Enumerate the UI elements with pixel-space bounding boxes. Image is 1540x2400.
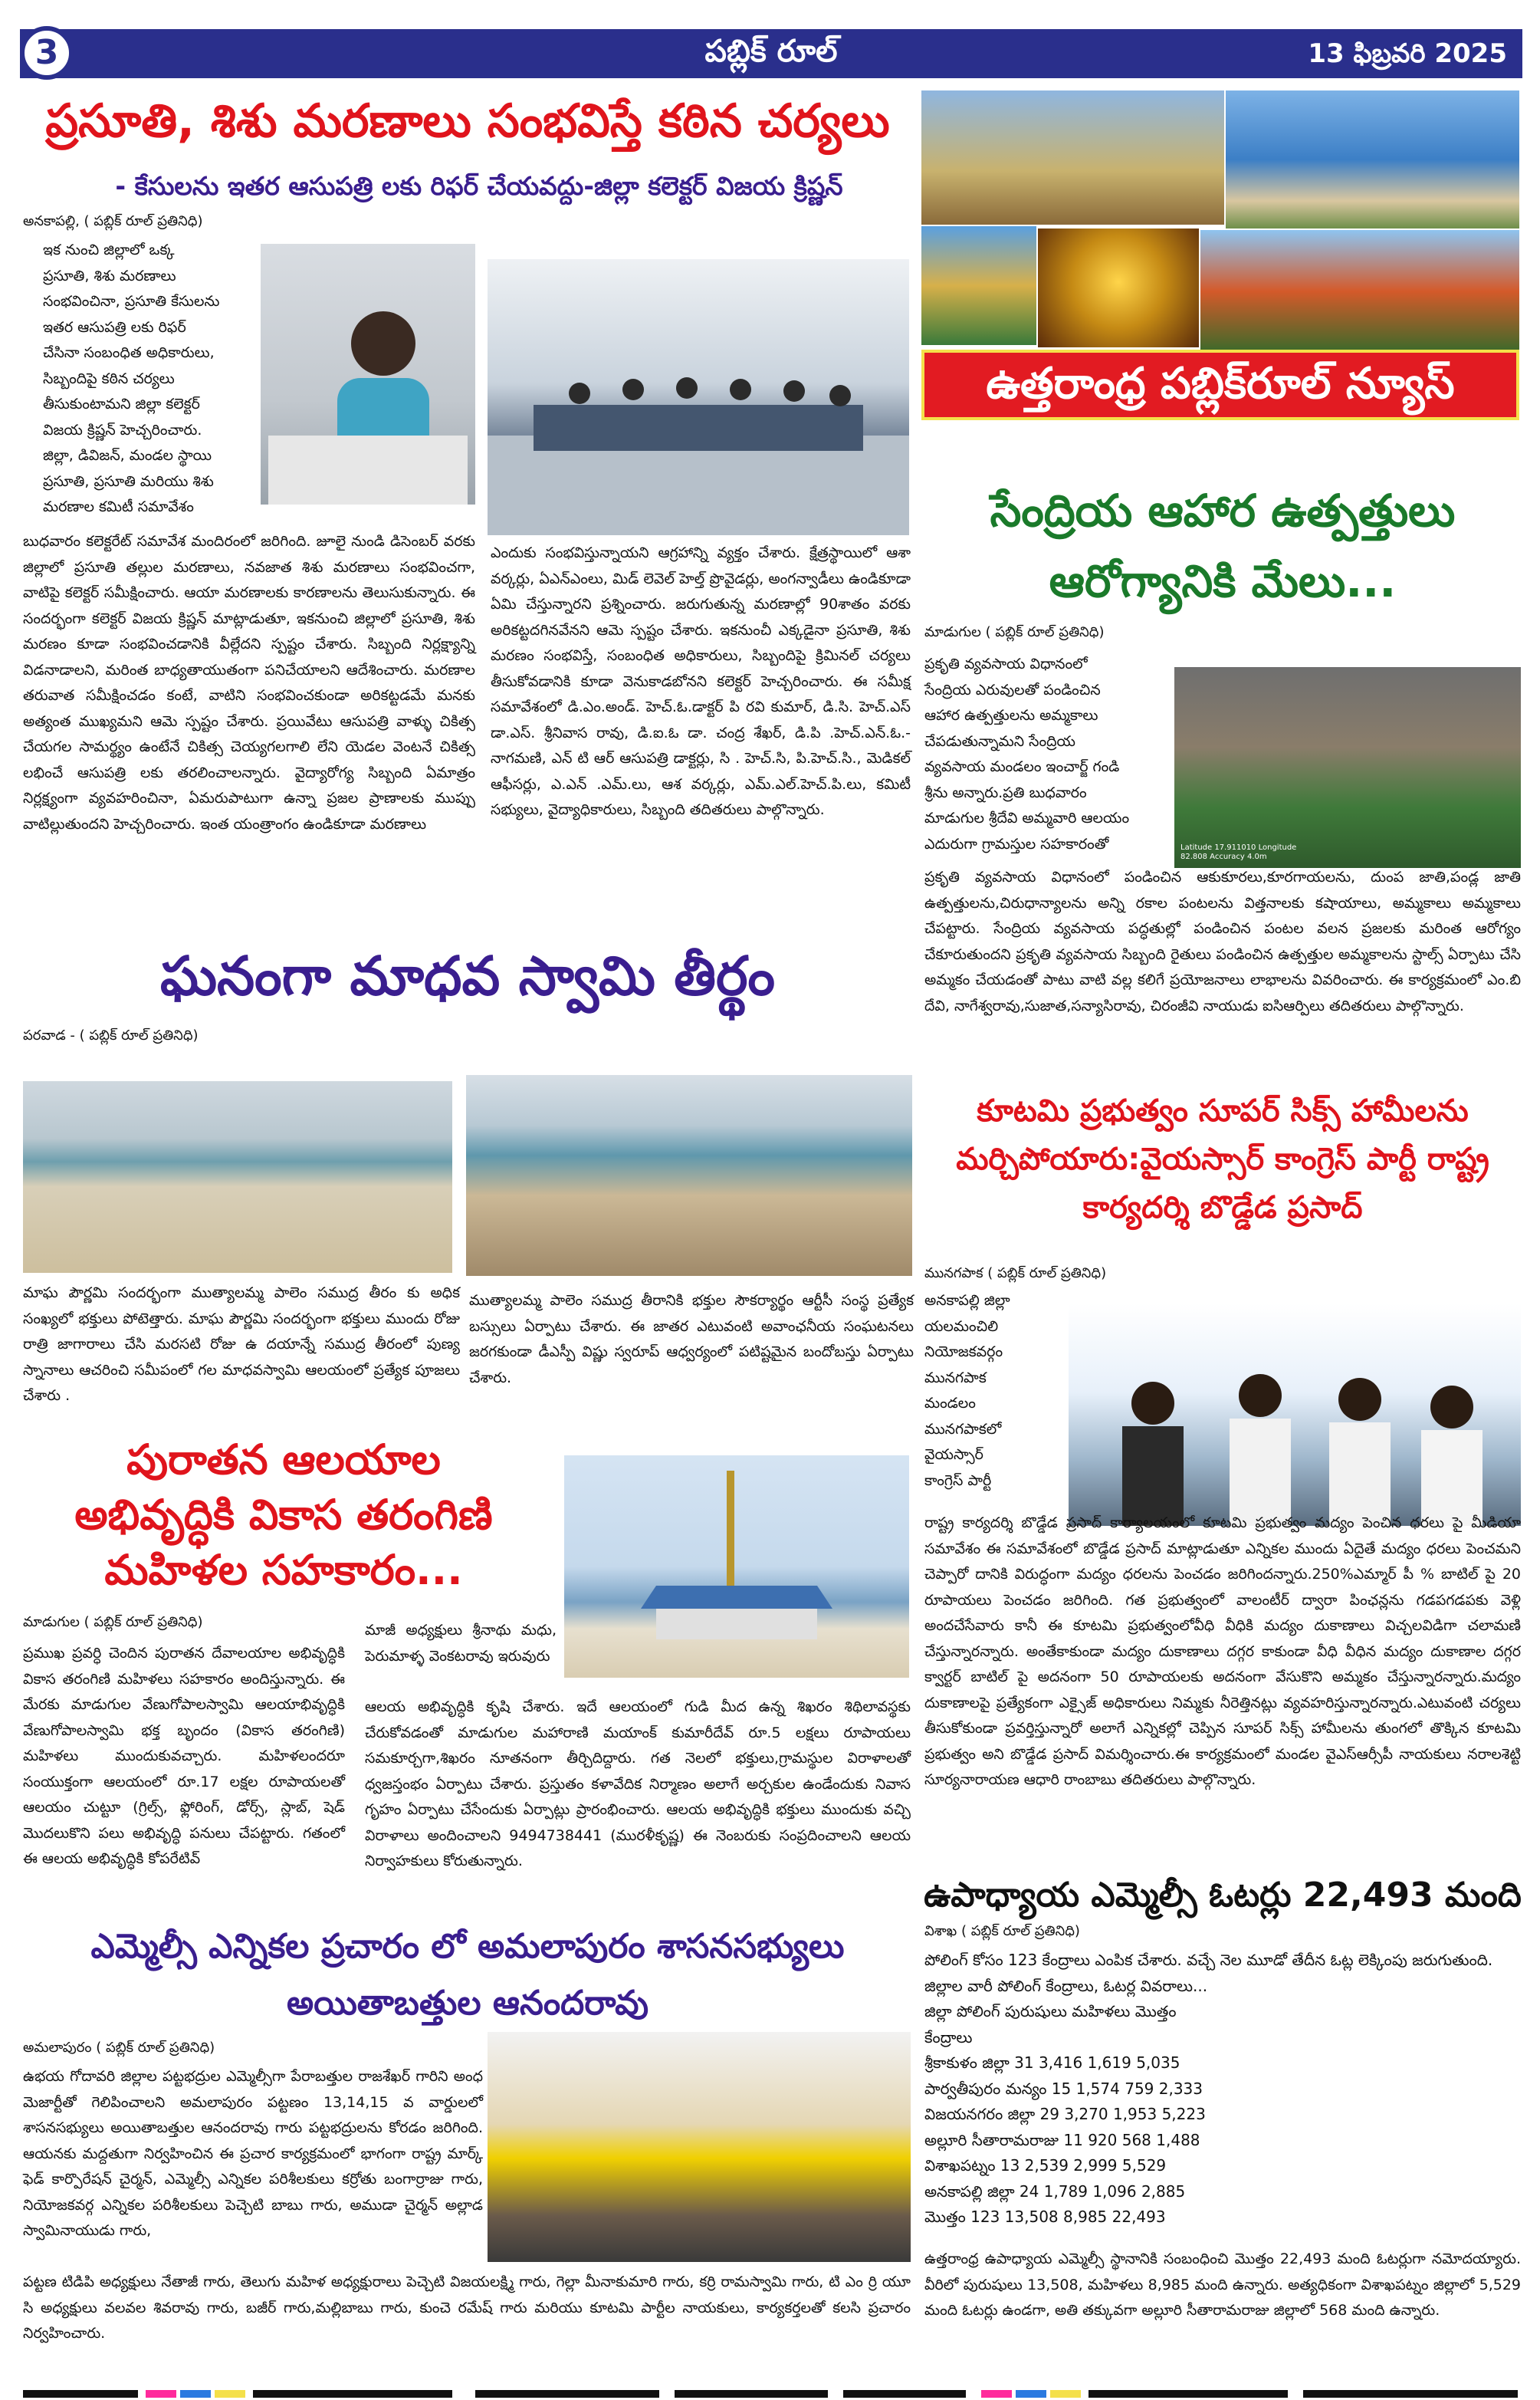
article6-narrow-column [924, 1288, 1062, 1494]
article3-body-left: ప్రముఖ ప్రవర్ధి చెందిన పురాతన దేవాలయాల అభివృద్ధికి వికాస తరంగిణి మహిళలు సహకారం అందిస్తున్నారు. ఈ మేరకు మాడుగుల వేణుగోపాలస్వామి ఆలయాభివృద్ధికి వేణుగోపాలస్వామి భక్త బృందం (వికాస తరంగిణి) మహిళలు ముందుకువచ్చారు. మహిళలందరూ సంయుక్తంగా ఆలయంలో రూ.17 లక్షల రూపాయలతో ఆలయం చుట్టూ (గ్రిల్స్, ఫ్లోరింగ్, డోర్స్, స్లాబ్, షెడ్ మొదలుకొని పలు అభివృద్ధి పనులు చేపట్టారు. గతంలో ఈ ఆలయ అభివృద్ధికి కోపరేటివ్ [23, 1645, 345, 1867]
table-header: కేంద్రాలు [924, 2027, 973, 2047]
text-line: కాంగ్రెస్ పార్టీ [924, 1471, 992, 1489]
footer-strip-magenta-2 [981, 2390, 1012, 2398]
text-line: సేంద్రియ ఎరువులతో పండించిన [924, 681, 1101, 699]
text-line: ఇతర ఆసుపత్రి లకు రిఫర్ [43, 318, 186, 336]
collage-photo-gopuram [921, 226, 1036, 345]
text-line: చేపడుతున్నామని సేంద్రియ [924, 732, 1075, 750]
text-line: మునగపాక [924, 1369, 987, 1386]
text-line: ఆహార ఉత్పత్తులను అమ్మకాలు [924, 707, 1098, 724]
issue-date: 13 ఫిబ్రవరి 2025 [1308, 38, 1507, 69]
footer-strip-black-6 [1089, 2390, 1288, 2398]
text-line: వైయస్సార్ [924, 1446, 983, 1463]
text-line: ప్రసూతి, శిశు మరణాలు [43, 267, 176, 284]
text-line: తీసుకుంటామని జిల్లా కలెక్టర్ [43, 396, 200, 413]
article2-dateline: పరవాడ - ( పబ్లిక్ రూల్ ప్రతినిధి) [23, 1027, 199, 1044]
market-photo [1174, 667, 1521, 868]
article1-headline: ప్రసూతి, శిశు మరణాలు సంభవిస్తే కఠిన చర్యలు [45, 94, 890, 148]
meeting-photo [488, 259, 909, 535]
text-line: ఎదురుగా గ్రామస్తుల సహకారంతో [924, 835, 1109, 853]
text-line: సంభవించినా, ప్రసూతి కేసులను [43, 293, 220, 310]
text-line: జిల్లాల వారీ పోలింగ్ కేంద్రాలు, ఓటర్ల వివరాలు... [924, 1976, 1208, 1995]
region-banner: ఉత్తరాంధ్ర పబ్లిక్‌రూల్ న్యూస్ [921, 350, 1519, 420]
article7-headline: ఉపాధ్యాయ ఎమ్మెల్సీ ఓటర్లు 22,493 మంది [924, 1876, 1522, 1915]
article3-dateline: మాడుగుల ( పబ్లిక్ రూల్ ప్రతినిధి) [23, 1614, 203, 1630]
article3-body-right: ఆలయ అభివృద్ధికి కృషి చేశారు. ఇదే ఆలయంలో గుడి మీద ఉన్న శిఖరం శిథిలావస్థకు చేరుకోవడంతో మాడుగుల మహారాణి మయాంక్ కుమారీదేవ్ రూ.5 లక్షలు రూపాయలు సమకూర్చగా,శిఖరం నూతనంగా తీర్చిదిద్దారు. గత నెలలో భక్తులు,గ్రామస్థుల విరాళాలతో ధ్వజస్తంభం ఏర్పాటు చేశారు. ప్రస్తుతం కళావేదిక నిర్మాణం అలాగే అర్చకుల ఉండేందుకు నివాస గృహం ఏర్పాటు చేసేందుకు ఏర్పాట్లు ప్రారంభించారు. ఆలయ అభివృద్ధికి భక్తులు ముందుకు వచ్చి విరాళాలు అందించాలని 9494738441 (మురళీకృష్ణ) ఈ నెంబరుకు సంప్రదించాలని ఆలయ నిర్వాహకులు కోరుతున్నారు. [365, 1698, 911, 1869]
table-row: విజయనగరం జిల్లా 29 3,270 1,953 5,223 [924, 2105, 1206, 2123]
press-meet-scene-icon [1069, 1304, 1521, 1526]
footer-strip-black-4 [675, 2390, 828, 2398]
press-meet-photo [1069, 1304, 1521, 1526]
headline-line: కార్యదర్శి బొడ్డేడ ప్రసాద్ [1082, 1190, 1363, 1225]
article2-headline: ఘనంగా మాధవ స్వామి తీర్థం [159, 945, 776, 1008]
article1-body-right: ఎందుకు సంభవిస్తున్నాయని ఆగ్రహాన్ని వ్యక్తం చేశారు. క్షేత్రస్థాయిలో ఆశా వర్కర్లు, ఏఎన్ఎంలు, మిడ్ లెవెల్ హెల్త్ ప్రొవైడర్లు, అంగన్వాడీలు ఉండికూడా ఏమి చేస్తున్నారని ప్రశ్నించారు. జరుగుతున్న మరణాల్లో 90శాతం వరకు అరికట్టదగినవేనని ఆమె స్పష్టం చేశారు. ఇకనుంచీ ఎక్కడైనా ప్రసూతి, శిశు మరణం సంభవిస్తే, సంబంధిత అధికారులు, సిబ్బందిపై క్రిమినల్ చర్యలు తీసుకోవడానికి కూడా వెనుకాడబోనని కలెక్టర్ హెచ్చరించారు. ఈ సమీక్ష సమావేశంలో డి.ఎం.అండ్. హెచ్.ఓ.డాక్టర్ పి రవి కుమార్, డి.సి. హెచ్.ఎస్ డా.ఎస్. శ్రీనివాస రావు, డి.ఐ.ఓ డా. చంద్ర శేఖర్, డి.పి .హెచ్.ఎన్.ఓ.-నాగమణి, ఎన్ టి ఆర్ ఆసుపత్రి డాక్టర్లు, సి . హెచ్.సి, పి.హెచ్.సి., మెడికల్ ఆఫీసర్లు, ఎ.ఎన్ .ఎమ్.లు, ఆశ వర్కర్లు, ఎమ్.ఎల్.హెచ్.పి.లు, కమిటీ సభ్యులు, వైద్యాధికారులు, సిబ్బంది తదితరులు పాల్గొన్నారు. [491, 544, 911, 818]
article1-dateline: అనకాపల్లి, ( పబ్లిక్ రూల్ ప్రతినిధి) [23, 213, 203, 229]
table-row: అల్లూరి సీతారామరాజు 11 920 568 1,488 [924, 2130, 1200, 2149]
text-line: సిబ్బందిపై కఠిన చర్యలు [43, 370, 175, 387]
text-line: ఇక నుంచి జిల్లాలో ఒక్క [43, 242, 175, 258]
footer-strip-black-2 [253, 2390, 452, 2398]
footer-strip-black-5 [843, 2390, 966, 2398]
article4-headline [23, 1918, 912, 2032]
headline-line: ఆరోగ్యానికి మేలు... [1049, 555, 1397, 607]
text-line: జిల్లా, డివిజన్, మండల స్థాయి [43, 447, 212, 464]
article1-body-left: బుధవారం కలెక్టరేట్ సమావేశ మందిరంలో జరిగింది. జూలై నుండి డిసెంబర్ వరకు జిల్లాలో ప్రసూతి తల్లుల మరణాలు, నవజాత శిశు మరణాలు సంభవించగా, వాటిపై కలెక్టర్ సమీక్షించారు. ఆయా మరణాలకు కారణాలను తెలుసుకున్నారు. ఈ సందర్భంగా కలెక్టర్ విజయ క్రిష్ణన్ మాట్లాడుతూ, ఇకనుంచి జిల్లాలో ప్రసూతి, శిశు మరణం కూడా సంభవించడానికి వీల్లేదని స్పష్టం చేశారు. సిబ్బంది నిర్లక్ష్యాన్ని విడనాడాలని, మరింత బాధ్యతాయుతంగా పనిచేయాలని ఆదేశించారు. మరణాల తరువాత సమీక్షించడం కంటే, వాటిని సంభవించకుండా అరికట్టడమే మనకు అత్యంత ముఖ్యమని ఆమె స్పష్టం చేశారు. ప్రయివేటు ఆసుపత్రి వాళ్ళు చికిత్స చేయగల సామర్థ్యం ఉంటేనే చికిత్స చెయ్యగలగాలి లేని యెడల వెంటనే చికిత్స లభించే ఆసుపత్రి లకు తరలించాలన్నారు. వైద్యారోగ్య సిబ్బంది ఏమాత్రం నిర్లక్ష్యంగా వ్యవహరించినా, ఏమరుపాటుగా ఉన్నా ప్రజల ప్రాణాలకు ముప్పు వాటిల్లుతుందని హెచ్చరించారు. ఇంత యంత్రాంగం ఉండికూడా మరణాలు [23, 533, 475, 833]
photo-geotag: Latitude 17.911010 Longitude 82.808 Accuracy 4.0m [1180, 843, 1297, 861]
article5-dateline: మాడుగుల ( పబ్లిక్ రూల్ ప్రతినిధి) [924, 624, 1105, 640]
text-line: పోలింగ్ కోసం 123 కేంద్రాలు ఎంపిక చేశారు. వచ్చే నెల మూడో తేదీన ఓట్ల లెక్కింపు జరుగుతుంది. [924, 1951, 1493, 1969]
article3-narrow: మాజీ అధ్యక్షులు శ్రీనాథు మధు, పెరుమాళ్ళ వెంకటరావు ఇరువురు [365, 1622, 557, 1665]
headline-line: మహిళల సహకారం... [104, 1546, 463, 1594]
table-header: జిల్లా పోలింగ్ పురుషులు మహిళలు మొత్తం [924, 2002, 1177, 2020]
article1-subhead: - కేసులను ఇతర ఆసుపత్రి లకు రిఫర్ చేయవద్దు-జిల్లా కలెక్టర్ విజయ క్రిష్ణన్ [115, 171, 843, 201]
text-line: మరణాల కమిటీ సమావేశం [43, 498, 194, 515]
text-line: విజయ క్రిష్ణన్ హెచ్చరించారు. [43, 421, 202, 439]
article5-body-full: ప్రకృతి వ్యవసాయ విధానంలో పండించిన ఆకుకూరలు,కూరగాయలను, దుంప జాతి,పండ్ల జాతి ఉత్పత్తులను,చిరుధాన్యాలను అన్ని రకాల పంటలను విత్తనాలకు కషాయాలు, అమ్మకాలు అమ్మకాలు చేపట్టారు. సేంద్రియ వ్యవసాయ పద్ధతుల్లో పండించిన పంటల వలన ప్రజలకు మరింత ఆరోగ్యం చేకూరుతుందని ప్రకృతి వ్యవసాయ సిబ్బంది రైతులు పండించిన ఉత్పత్తుల అమ్మకాలను స్టాల్స్ ఏర్పాటు చేసి అమ్మకం చేయడంతో పాటు వాటి వల్ల కలిగే ప్రయోజనాలు లాభాలను వివరించారు. ఈ కార్యక్రమంలో ఎం.బి దేవి, నాగేశ్వరావు,సుజాత,సన్యాసిరావు, చిరంజీవి నాయుడు ఐసిఆర్పిలు తదితరులు పాల్గొన్నారు. [924, 869, 1521, 1014]
collage-photo-pagoda [1200, 230, 1519, 353]
page-number: 3 [20, 26, 74, 80]
beach-photo-1 [23, 1081, 452, 1273]
article1-narrow-column [43, 238, 258, 521]
article5-narrow-column [924, 652, 1170, 857]
collage-photo-coast [1226, 90, 1519, 228]
temple-photo [564, 1455, 909, 1678]
article6-headline [920, 1087, 1525, 1232]
article7-dateline: విశాఖ ( పబ్లిక్ రూల్ ప్రతినిధి) [924, 1923, 1080, 1939]
text-line: వ్యవసాయ మండలం ఇంచార్జ్ గండి [924, 758, 1120, 775]
article6-dateline: మునగపాక ( పబ్లిక్ రూల్ ప్రతినిధి) [924, 1265, 1107, 1281]
region-collage [921, 90, 1519, 420]
beach-photo-2 [466, 1075, 912, 1276]
text-line: మునగపాకలో [924, 1420, 1002, 1438]
collage-photo-temple-hill [921, 90, 1224, 225]
footer-strip-black [23, 2390, 138, 2398]
table-row: అనకాపల్లి జిల్లా 24 1,789 1,096 2,885 [924, 2181, 1186, 2201]
text-line: నియోజకవర్గం [924, 1343, 1003, 1360]
meeting-scene-icon [488, 259, 909, 535]
article7-closing: ఉత్తరాంధ్ర ఉపాధ్యాయ ఎమ్మెల్సీ స్థానానికి సంబంధించి మొత్తం 22,493 మంది ఓటర్లుగా నమోదయ్యారు. వీరిలో పురుషులు 13,508, మహిళలు 8,985 మంది ఉన్నారు. అత్యధికంగా విశాఖపట్నం జిల్లాలో 5,529 మంది ఓటర్లు ఉండగా, అతి తక్కువగా అల్లూరి సీతారామరాజు జిల్లాలో 568 మంది ఉన్నారు. [924, 2250, 1521, 2319]
footer-strip-black-7 [1303, 2390, 1518, 2398]
text-line: యలమంచిలి [924, 1317, 999, 1335]
footer-strip-yellow [215, 2390, 245, 2398]
footer-strip-black-3 [475, 2390, 659, 2398]
page-header [20, 29, 1522, 78]
text-line: ప్రసూతి, ప్రసూతి మరియు శిశు [43, 472, 214, 490]
footer-strip-blue-2 [1016, 2390, 1046, 2398]
table-row: పార్వతీపురం మన్యం 15 1,574 759 2,333 [924, 2079, 1203, 2098]
table-row: మొత్తం 123 13,508 8,985 22,493 [924, 2208, 1166, 2226]
headline-line: మర్చిపోయారు:వైయస్సార్ కాంగ్రెస్ పార్టీ రాష్ట్ర [956, 1142, 1489, 1177]
headline-line: పురాతన ఆలయాల [126, 1435, 441, 1484]
article5-headline [920, 475, 1525, 616]
text-line: చేసినా సంబంధిత అధికారులు, [43, 344, 215, 361]
article7-voter-list [924, 1948, 1521, 2231]
text-line: అనకాపల్లి జిల్లా [924, 1292, 1010, 1309]
footer-strip-yellow-2 [1050, 2390, 1081, 2398]
text-line: మండలం [924, 1395, 976, 1412]
headline-line: ఎమ్మెల్సీ ఎన్నికల ప్రచారం లో అమలాపురం శాసనసభ్యులు [90, 1927, 845, 1966]
headline-line: అయితాబత్తుల ఆనందరావు [287, 1984, 649, 2023]
text-line: శ్రీను అన్నారు.ప్రతి బుధవారం [924, 784, 1087, 801]
person-silhouette-icon [261, 244, 475, 505]
article4-body-left: ఉభయ గోదావరి జిల్లాల పట్టభద్రుల ఎమ్మెల్సీగా పేరాబత్తుల రాజశేఖర్ గారిని అంధ మెజార్టీతో గెలిపించాలని అమలాపురం పట్టణం 13,14,15 వ వార్డులలో శాసనసభ్యులు అయితాబత్తుల ఆనందరావు గారు పట్టభద్రులను కోరడం జరిగింది. ఆయనకు మద్దతుగా నిర్వహించిన ఈ ప్రచార కార్యక్రమంలో భాగంగా రాష్ట్ర మార్క్ ఫెడ్ కార్పొరేషన్ చైర్మన్, ఎమ్మెల్సీ ఎన్నికల పరిశీలకులు కర్రోతు బంగార్రాజు గారు, నియోజకవర్గ ఎన్నికల పరిశీలకులు పెచ్చెటి బాబు గారు, అముడా చైర్మన్ అల్లాడ స్వామినాయుడు గారు, [23, 2068, 483, 2239]
text-line: ప్రకృతి వ్యవసాయ విధానంలో [924, 656, 1088, 672]
headline-line: అభివృద్ధికి వికాస తరంగిణి [74, 1491, 493, 1539]
footer-strip-magenta [146, 2390, 176, 2398]
article4-body-full: పట్టణ టిడిపి అధ్యక్షులు నేతాజీ గారు, తెలుగు మహిళ అధ్యక్షురాలు పెచ్చెటి విజయలక్ష్మి గారు, గెల్లా మీనాకుమారి గారు, కర్రి రామస్వామి గారు, టి ఎం ర్రి యూ సి అధ్యక్షులు వలవల శివరావు గారు, బజీర్ గారు,మల్లిబాబు గారు, కుంచె రమేష్ గారు మరియు కూటమి పార్టీల నాయకులు, కార్యకర్తలతో కలసి ప్రచారం నిర్వహించారు. [23, 2273, 911, 2342]
article6-body-full: రాష్ట్ర కార్యదర్శి బొడ్డేడ ప్రసాద్ కార్యాలయంలో కూటమి ప్రభుత్వం మద్యం పెంచిన ధరలు పై మీడియా సమావేశం ఈ సమావేశంలో బొడ్డేడ ప్రసాద్ మాట్లాడుతూ ఎన్నికల ముందు ఏదైతే మద్యం ధరలు పెంచమని చెప్పారో దానికి విరుద్ధంగా మద్యం ధరలను పెంచడం జరిగిందన్నారు.250%ఎమ్మార్ పీ % బాటిల్ పై 20 రూపాయలు పెంచడం జరిగింది. గత ప్రభుత్వంలో వాలంటీర్ ద్వారా పింఛన్లను గడపగడపకు వెళ్లి అందచేసేవారు కానీ ఈ కూటమి ప్రభుత్వంలోవీధి వీధికి మద్యం దుకాణాలు విచ్చలవిడిగా చలామణి చేస్తున్నారన్నారు. అంతేకాకుండా మద్యం దుకాణాలు దగ్గర కాకుండా వీధి వీధిన మద్యం దుకాణాల దగ్గర క్వార్టర్ బాటిల్ పై అదనంగా 50 రూపాయలకు అదనంగా వేసుకొని అమ్మకం చేస్తున్నారన్నారు.మద్యం దుకాణాలపై ప్రత్యేకంగా ఎక్సైజ్ అధికారులు నిమ్మకు నీరెత్తినట్లు వ్యవహరిస్తున్నారన్నారు.ఎటువంటి చర్యలు తీసుకోకుండా ప్రవర్తిస్తున్నారో అలాగే ఎన్నికల్లో చెప్పిన సూపర్ సిక్స్ హామీలను తుంగలో తొక్కిన కూటమి ప్రభుత్వం అని బొడ్డేడ ప్రసాద్ విమర్శించారు.ఈ కార్యక్రమంలో మండల వైఎస్ఆర్సీపీ నాయకులు నరాలశెట్టి సూర్యనారాయణ ఆధారి రాంబాబు తదితరులు పాల్గొన్నారు. [924, 1514, 1521, 1788]
campaign-photo [488, 2032, 911, 2262]
table-row: విశాఖపట్నం 13 2,539 2,999 5,529 [924, 2156, 1167, 2175]
collector-photo [261, 244, 475, 505]
temple-tower-icon [564, 1455, 909, 1678]
table-row: శ్రీకాకుళం జిల్లా 31 3,416 1,619 5,035 [924, 2053, 1180, 2072]
headline-line: కూటమి ప్రభుత్వం సూపర్ సిక్స్ హామీలను [977, 1093, 1469, 1129]
footer-strip-blue [180, 2390, 211, 2398]
article3-headline [23, 1432, 544, 1598]
article4-dateline: అమలాపురం ( పబ్లిక్ రూల్ ప్రతినిధి) [23, 2040, 215, 2056]
collage-photo-deity [1038, 228, 1199, 347]
headline-line: సేంద్రియ ఆహార ఉత్పత్తులు [990, 485, 1456, 537]
paper-name: పబ్లిక్ రూల్ [704, 34, 838, 69]
article2-body-right: ముత్యాలమ్మ పాలెం సముద్ర తీరానికి భక్తుల సౌకర్యార్థం ఆర్టీసీ సంస్థ ప్రత్యేక బస్సులు ఏర్పాటు చేశారు. ఈ జాతర ఎటువంటి అవాంఛనీయ సంఘటనలు జరగకుండా డీఎస్పీ విష్ణు స్వరూప్ ఆధ్వర్యంలో పటిష్టమైన బందోబస్తు ఏర్పాటు చేశారు. [469, 1292, 914, 1386]
article2-body-left: మాఘ పౌర్ణమి సందర్భంగా ముత్యాలమ్మ పాలెం సముద్ర తీరం కు అధిక సంఖ్యలో భక్తులు పోటెత్తారు. మాఘ పౌర్ణమి సందర్భంగా భక్తులు ముందు రోజు రాత్రి జాగారాలు చేసి మరసటి రోజు ఉ దయాన్నే సముద్ర తీరంలో పుణ్య స్నానాలు ఆచరించి సమీపంలో గల మాధవస్వామి ఆలయంలో ప్రత్యేక పూజలు చేశారు . [23, 1284, 460, 1404]
text-line: మాడుగుల శ్రీదేవి అమ్మవారి ఆలయం [924, 810, 1130, 827]
